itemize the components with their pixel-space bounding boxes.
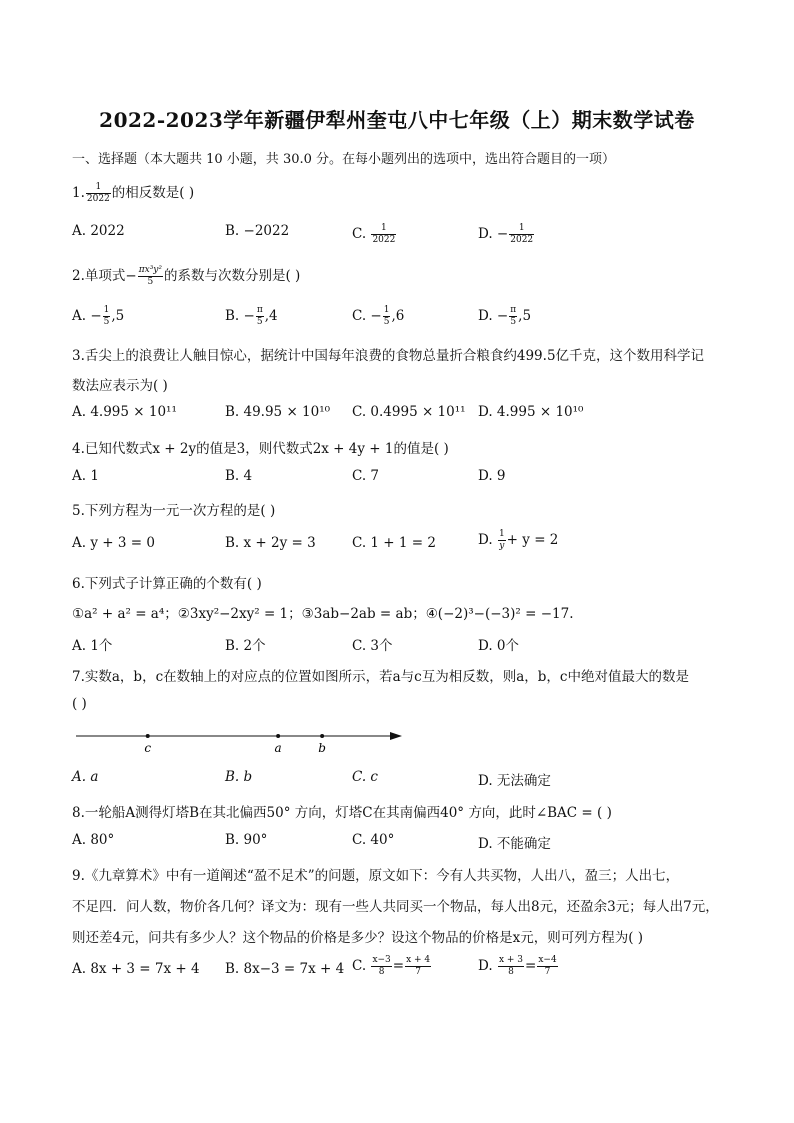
- question-2-options: [72, 305, 732, 327]
- option-label: D. −: [478, 226, 509, 242]
- option-label: B. −: [225, 308, 255, 324]
- question-7-options: [72, 769, 732, 791]
- option-c[interactable]: [352, 955, 432, 978]
- option-fraction: [537, 955, 557, 978]
- question-2-text: 的系数与次数分别是( ): [164, 268, 301, 284]
- option-d[interactable]: [478, 529, 558, 552]
- fraction-denominator: 2022: [372, 235, 396, 245]
- option-tail: ,4: [264, 308, 278, 324]
- option-b[interactable]: B. b: [225, 769, 253, 785]
- option-c[interactable]: C. 0.4995 × 10¹¹: [352, 404, 466, 420]
- option-fraction: [256, 305, 264, 328]
- question-9-line-1: 9.《九章算术》中有一道阐述“盈不足术”的问题，原文如下：今有人共买物，人出八，盈三；人出七，: [72, 868, 680, 884]
- number-line-point-a: [276, 734, 280, 738]
- option-b[interactable]: B. 8x−3 = 7x + 4: [225, 961, 345, 977]
- question-3-line-2: 数法应表示为( ): [72, 378, 168, 394]
- question-2: [72, 264, 300, 288]
- question-1-prefix: 1.: [72, 185, 85, 201]
- question-5-options: [72, 529, 732, 557]
- question-9-line-2: 不足四．问人数，物价各几何？译文为：现有一些人共同买一个物品，每人出8元，还盈余3元；每人出7元，: [72, 899, 719, 915]
- option-label: C.: [352, 958, 367, 974]
- option-a[interactable]: A. 1: [72, 468, 99, 484]
- section-heading: 一、选择题（本大题共 10 小题，共 30.0 分。在每小题列出的选项中，选出符合题目的一项）: [72, 152, 616, 167]
- question-9-options: [72, 955, 732, 983]
- question-6-items: ①a² + a² = a⁴；②3xy²−2xy² = 1；③3ab−2ab = ab；④(−2)³−(−3)² = −17.: [72, 606, 574, 622]
- option-c[interactable]: C. 3个: [352, 638, 393, 654]
- fraction-denominator: 8: [378, 967, 385, 977]
- option-tail: ,5: [518, 308, 532, 324]
- fraction-denominator: 7: [544, 967, 551, 977]
- option-a[interactable]: A. a: [72, 769, 99, 785]
- option-d[interactable]: [478, 305, 531, 328]
- fraction-denominator: 2022: [510, 235, 534, 245]
- option-fraction: [103, 305, 111, 328]
- option-d[interactable]: D. 0个: [478, 638, 520, 654]
- question-7-line-2: ( ): [72, 696, 87, 712]
- fraction-numerator: 1: [498, 529, 505, 539]
- option-b[interactable]: B. 90°: [225, 832, 268, 848]
- question-9-line-3: 则还差4元，问共有多少人？这个物品的价格是多少？设这个物品的价格是x元，则可列方程为( ): [72, 930, 644, 946]
- fraction-numerator: π: [510, 305, 517, 315]
- option-fraction: [498, 955, 524, 978]
- question-1-text: 的相反数是( ): [111, 185, 195, 201]
- question-6: 6.下列式子计算正确的个数有( ): [72, 576, 262, 592]
- option-fraction: [498, 529, 506, 552]
- option-d[interactable]: [478, 955, 559, 978]
- question-2-prefix: 2.单项式−: [72, 268, 137, 284]
- option-d[interactable]: D. 9: [478, 468, 506, 484]
- option-a[interactable]: [72, 305, 124, 328]
- fraction-denominator: 5: [510, 317, 517, 327]
- question-1: [72, 181, 194, 205]
- page-title: 2022-2023学年新疆伊犁州奎屯八中七年级（上）期末数学试卷: [99, 108, 695, 132]
- option-fraction: [509, 305, 517, 328]
- equals-sign: =: [525, 958, 537, 974]
- option-b[interactable]: [225, 305, 278, 328]
- option-label: A. −: [72, 308, 102, 324]
- fraction-numerator: 1: [383, 305, 390, 315]
- question-4-options: [72, 468, 732, 490]
- question-8: 8.一轮船A测得灯塔B在其北偏西50° 方向，灯塔C在其南偏西40° 方向，此时∠BAC = ( ): [72, 805, 612, 821]
- number-line-figure: [72, 722, 412, 756]
- option-b[interactable]: B. 2个: [225, 638, 266, 654]
- option-a[interactable]: A. 1个: [72, 638, 113, 654]
- number-line-label-c: c: [144, 741, 152, 755]
- question-6-options: [72, 634, 732, 656]
- option-c[interactable]: [352, 305, 404, 328]
- option-fraction: [405, 955, 431, 978]
- option-a[interactable]: A. 8x + 3 = 7x + 4: [72, 961, 200, 977]
- option-tail: ,5: [111, 308, 125, 324]
- option-fraction: [371, 223, 396, 246]
- fraction-numerator: 1: [103, 305, 110, 315]
- option-d[interactable]: D. 4.995 × 10¹⁰: [478, 404, 584, 420]
- option-b[interactable]: B. −2022: [225, 223, 290, 239]
- number-line-point-c: [146, 734, 150, 738]
- option-c[interactable]: [352, 223, 397, 246]
- option-b[interactable]: B. 4: [225, 468, 253, 484]
- fraction-denominator: y: [499, 541, 505, 551]
- fraction-numerator: π: [256, 305, 263, 315]
- option-label: C.: [352, 226, 367, 242]
- fraction-denominator: 5: [103, 317, 110, 327]
- option-fraction: [383, 305, 391, 328]
- question-1-fraction: [86, 182, 111, 205]
- fraction-numerator: 1: [86, 182, 111, 194]
- question-3-line-1: 3.舌尖上的浪费让人触目惊心，据统计中国每年浪费的食物总量折合粮食约499.5亿千克，这个数用科学记: [72, 348, 705, 364]
- fraction-denominator: 5: [383, 317, 390, 327]
- option-b[interactable]: B. x + 2y = 3: [225, 535, 316, 551]
- question-1-options: [72, 223, 732, 245]
- option-b[interactable]: B. 49.95 × 10¹⁰: [225, 404, 331, 420]
- fraction-numerator: 1: [371, 223, 396, 235]
- option-label: D.: [478, 958, 493, 974]
- fraction-numerator: πx³y²: [138, 265, 162, 275]
- fraction-denominator: 5: [256, 317, 263, 327]
- fraction-numerator: x + 4: [406, 955, 431, 965]
- option-c[interactable]: C. 7: [352, 468, 380, 484]
- fraction-numerator: 1: [509, 223, 534, 235]
- number-line-label-b: b: [318, 741, 326, 755]
- question-3-options: [72, 404, 732, 426]
- option-c[interactable]: C. 1 + 1 = 2: [352, 535, 436, 551]
- question-7-line-1: 7.实数a，b，c在数轴上的对应点的位置如图所示，若a与c互为相反数，则a，b，c中绝对值最大的数是: [72, 669, 689, 685]
- fraction-denominator: 5: [147, 277, 154, 287]
- option-c[interactable]: C. 40°: [352, 832, 395, 848]
- option-a[interactable]: A. 80°: [72, 832, 115, 848]
- option-tail: ,6: [391, 308, 405, 324]
- option-d[interactable]: [478, 223, 535, 246]
- option-d[interactable]: D. 不能确定: [478, 836, 551, 852]
- option-a[interactable]: A. 2022: [72, 223, 125, 239]
- number-line-label-a: a: [274, 741, 282, 755]
- fraction-numerator: x−4: [538, 955, 557, 965]
- option-label: D.: [478, 532, 493, 548]
- question-5: 5.下列方程为一元一次方程的是( ): [72, 503, 276, 519]
- option-c[interactable]: C. c: [352, 769, 378, 785]
- fraction-denominator: 7: [415, 967, 421, 977]
- option-label: D. −: [478, 308, 509, 324]
- question-8-options: [72, 832, 732, 854]
- option-d[interactable]: D. 无法确定: [478, 773, 551, 789]
- fraction-denominator: 8: [508, 967, 514, 977]
- number-line-point-b: [320, 734, 324, 738]
- arrow-icon: [390, 732, 402, 740]
- question-4: 4.已知代数式x + 2y的值是3，则代数式2x + 4y + 1的值是( ): [72, 441, 449, 457]
- fraction-numerator: x + 3: [498, 955, 524, 965]
- option-fraction: [509, 223, 534, 246]
- question-2-fraction: [138, 265, 163, 288]
- option-fraction: [371, 955, 391, 978]
- option-a[interactable]: A. y + 3 = 0: [72, 535, 155, 551]
- equals-sign: =: [392, 958, 405, 974]
- option-a[interactable]: A. 4.995 × 10¹¹: [72, 404, 177, 420]
- fraction-numerator: x−3: [372, 955, 391, 965]
- option-label: C. −: [352, 308, 382, 324]
- option-tail: + y = 2: [506, 532, 559, 548]
- fraction-denominator: 2022: [86, 194, 110, 204]
